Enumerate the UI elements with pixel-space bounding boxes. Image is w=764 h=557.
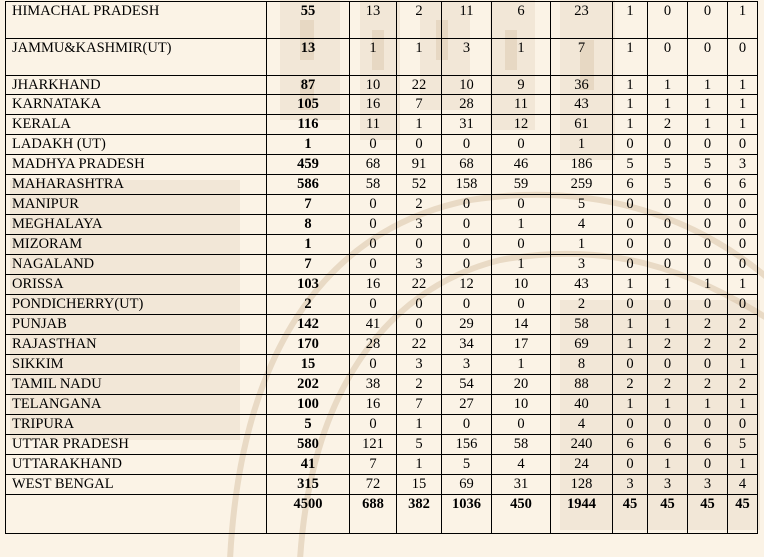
value-cell: 0 xyxy=(350,215,397,235)
value-cell: 0 xyxy=(688,455,728,475)
value-cell: 15 xyxy=(397,475,442,495)
state-name-cell: TRIPURA xyxy=(6,415,267,435)
state-name-cell: PUNJAB xyxy=(6,315,267,335)
state-name-cell: TELANGANA xyxy=(6,395,267,415)
value-cell: 1 xyxy=(648,395,688,415)
table-row xyxy=(6,435,758,455)
value-cell: 2 xyxy=(397,375,442,395)
value-cell: 0 xyxy=(397,235,442,255)
value-cell: 24 xyxy=(551,455,613,475)
value-cell: 1 xyxy=(492,215,551,235)
totals-cell: 1036 xyxy=(442,495,492,534)
value-cell: 1 xyxy=(613,95,648,115)
value-cell: 0 xyxy=(492,235,551,255)
value-cell: 121 xyxy=(350,435,397,455)
table-row xyxy=(6,355,758,375)
value-cell: 0 xyxy=(648,295,688,315)
totals-cell: 688 xyxy=(350,495,397,534)
value-cell: 0 xyxy=(442,255,492,275)
value-cell: 10 xyxy=(442,76,492,95)
value-cell: 1 xyxy=(397,455,442,475)
value-cell: 41 xyxy=(350,315,397,335)
table-row xyxy=(6,375,758,395)
table-row xyxy=(6,39,758,76)
value-cell: 156 xyxy=(442,435,492,455)
table-row xyxy=(6,455,758,475)
value-cell: 5 xyxy=(613,155,648,175)
value-cell: 0 xyxy=(442,235,492,255)
value-cell: 20 xyxy=(492,375,551,395)
state-name-cell: KERALA xyxy=(6,115,267,135)
value-cell: 11 xyxy=(442,2,492,39)
value-cell: 52 xyxy=(397,175,442,195)
state-name-cell: MEGHALAYA xyxy=(6,215,267,235)
value-cell: 1 xyxy=(728,455,758,475)
value-cell: 0 xyxy=(728,135,758,155)
value-cell: 0 xyxy=(350,295,397,315)
value-cell: 6 xyxy=(613,435,648,455)
value-cell: 10 xyxy=(492,395,551,415)
total-cell: 202 xyxy=(267,375,350,395)
value-cell: 0 xyxy=(350,415,397,435)
value-cell: 11 xyxy=(350,115,397,135)
total-cell: 100 xyxy=(267,395,350,415)
value-cell: 27 xyxy=(442,395,492,415)
value-cell: 91 xyxy=(397,155,442,175)
value-cell: 43 xyxy=(551,95,613,115)
totals-cell: 4500 xyxy=(267,495,350,534)
totals-row xyxy=(6,495,758,534)
value-cell: 0 xyxy=(350,195,397,215)
value-cell: 1 xyxy=(613,395,648,415)
value-cell: 68 xyxy=(350,155,397,175)
value-cell: 158 xyxy=(442,175,492,195)
state-name-cell: MAHARASHTRA xyxy=(6,175,267,195)
table-row xyxy=(6,175,758,195)
value-cell: 0 xyxy=(688,195,728,215)
value-cell: 1 xyxy=(613,39,648,76)
table-row xyxy=(6,135,758,155)
table-row xyxy=(6,215,758,235)
value-cell: 2 xyxy=(728,315,758,335)
value-cell: 2 xyxy=(648,375,688,395)
value-cell: 1 xyxy=(397,39,442,76)
value-cell: 2 xyxy=(397,195,442,215)
state-name-cell: RAJASTHAN xyxy=(6,335,267,355)
total-cell: 142 xyxy=(267,315,350,335)
value-cell: 6 xyxy=(492,2,551,39)
value-cell: 0 xyxy=(350,135,397,155)
value-cell: 2 xyxy=(397,2,442,39)
value-cell: 1 xyxy=(688,275,728,295)
value-cell: 6 xyxy=(688,175,728,195)
total-cell: 103 xyxy=(267,275,350,295)
value-cell: 1 xyxy=(492,39,551,76)
value-cell: 1 xyxy=(688,76,728,95)
value-cell: 1 xyxy=(688,395,728,415)
value-cell: 3 xyxy=(397,255,442,275)
value-cell: 1 xyxy=(688,95,728,115)
table-row xyxy=(6,2,758,39)
value-cell: 72 xyxy=(350,475,397,495)
value-cell: 1 xyxy=(728,76,758,95)
value-cell: 40 xyxy=(551,395,613,415)
value-cell: 5 xyxy=(728,435,758,455)
value-cell: 0 xyxy=(648,195,688,215)
value-cell: 16 xyxy=(350,95,397,115)
value-cell: 0 xyxy=(648,355,688,375)
value-cell: 3 xyxy=(397,355,442,375)
value-cell: 0 xyxy=(728,415,758,435)
total-cell: 586 xyxy=(267,175,350,195)
value-cell: 6 xyxy=(728,175,758,195)
value-cell: 58 xyxy=(551,315,613,335)
value-cell: 3 xyxy=(728,155,758,175)
table-row xyxy=(6,115,758,135)
value-cell: 0 xyxy=(613,455,648,475)
value-cell: 6 xyxy=(688,435,728,455)
value-cell: 16 xyxy=(350,275,397,295)
value-cell: 3 xyxy=(442,39,492,76)
value-cell: 0 xyxy=(442,215,492,235)
table-row xyxy=(6,475,758,495)
value-cell: 3 xyxy=(688,475,728,495)
value-cell: 2 xyxy=(648,115,688,135)
value-cell: 22 xyxy=(397,275,442,295)
value-cell: 0 xyxy=(442,295,492,315)
value-cell: 2 xyxy=(728,375,758,395)
state-name-cell: JHARKHAND xyxy=(6,76,267,95)
value-cell: 10 xyxy=(492,275,551,295)
state-name-cell: MADHYA PRADESH xyxy=(6,155,267,175)
state-name-cell: WEST BENGAL xyxy=(6,475,267,495)
value-cell: 38 xyxy=(350,375,397,395)
value-cell: 59 xyxy=(492,175,551,195)
table-row xyxy=(6,315,758,335)
value-cell: 5 xyxy=(648,175,688,195)
value-cell: 12 xyxy=(442,275,492,295)
value-cell: 186 xyxy=(551,155,613,175)
value-cell: 0 xyxy=(350,355,397,375)
value-cell: 54 xyxy=(442,375,492,395)
value-cell: 0 xyxy=(648,255,688,275)
value-cell: 17 xyxy=(492,335,551,355)
value-cell: 0 xyxy=(648,415,688,435)
state-name-cell: JAMMU&KASHMIR(UT) xyxy=(6,39,267,76)
value-cell: 4 xyxy=(551,415,613,435)
total-cell: 87 xyxy=(267,76,350,95)
totals-cell: 450 xyxy=(492,495,551,534)
state-name-cell: MANIPUR xyxy=(6,195,267,215)
totals-cell: 382 xyxy=(397,495,442,534)
value-cell: 1 xyxy=(728,115,758,135)
value-cell: 1 xyxy=(648,315,688,335)
table-row xyxy=(6,395,758,415)
total-cell: 13 xyxy=(267,39,350,76)
value-cell: 0 xyxy=(648,215,688,235)
value-cell: 0 xyxy=(688,235,728,255)
value-cell: 1 xyxy=(613,315,648,335)
value-cell: 1 xyxy=(728,95,758,115)
value-cell: 2 xyxy=(728,335,758,355)
value-cell: 0 xyxy=(728,215,758,235)
value-cell: 1 xyxy=(350,39,397,76)
value-cell: 2 xyxy=(688,335,728,355)
value-cell: 3 xyxy=(613,475,648,495)
value-cell: 0 xyxy=(613,195,648,215)
value-cell: 0 xyxy=(350,255,397,275)
value-cell: 240 xyxy=(551,435,613,455)
total-cell: 1 xyxy=(267,235,350,255)
state-name-cell: UTTARAKHAND xyxy=(6,455,267,475)
table-row xyxy=(6,335,758,355)
value-cell: 2 xyxy=(613,375,648,395)
value-cell: 0 xyxy=(688,255,728,275)
value-cell: 259 xyxy=(551,175,613,195)
totals-cell: 45 xyxy=(688,495,728,534)
total-cell: 2 xyxy=(267,295,350,315)
total-cell: 1 xyxy=(267,135,350,155)
value-cell: 14 xyxy=(492,315,551,335)
value-cell: 0 xyxy=(688,2,728,39)
value-cell: 7 xyxy=(397,95,442,115)
value-cell: 1 xyxy=(492,355,551,375)
table-row xyxy=(6,235,758,255)
table-row xyxy=(6,415,758,435)
table-row xyxy=(6,275,758,295)
value-cell: 0 xyxy=(688,215,728,235)
value-cell: 0 xyxy=(688,295,728,315)
table-row xyxy=(6,295,758,315)
total-cell: 7 xyxy=(267,195,350,215)
value-cell: 0 xyxy=(492,415,551,435)
value-cell: 0 xyxy=(728,235,758,255)
value-cell: 7 xyxy=(350,455,397,475)
value-cell: 4 xyxy=(492,455,551,475)
value-cell: 46 xyxy=(492,155,551,175)
value-cell: 0 xyxy=(492,135,551,155)
value-cell: 0 xyxy=(492,295,551,315)
value-cell: 0 xyxy=(648,39,688,76)
value-cell: 29 xyxy=(442,315,492,335)
value-cell: 6 xyxy=(613,175,648,195)
total-cell: 580 xyxy=(267,435,350,455)
value-cell: 4 xyxy=(728,475,758,495)
value-cell: 0 xyxy=(688,39,728,76)
value-cell: 3 xyxy=(397,215,442,235)
table-row xyxy=(6,95,758,115)
value-cell: 22 xyxy=(397,335,442,355)
value-cell: 5 xyxy=(397,435,442,455)
value-cell: 0 xyxy=(397,135,442,155)
value-cell: 28 xyxy=(350,335,397,355)
value-cell: 2 xyxy=(551,295,613,315)
value-cell: 0 xyxy=(688,135,728,155)
totals-cell: 45 xyxy=(648,495,688,534)
value-cell: 8 xyxy=(551,355,613,375)
total-cell: 8 xyxy=(267,215,350,235)
state-data-table xyxy=(5,1,758,534)
total-cell: 15 xyxy=(267,355,350,375)
value-cell: 1 xyxy=(688,115,728,135)
value-cell: 68 xyxy=(442,155,492,175)
state-name-cell: UTTAR PRADESH xyxy=(6,435,267,455)
value-cell: 0 xyxy=(442,135,492,155)
value-cell: 0 xyxy=(350,235,397,255)
table-body xyxy=(6,2,758,534)
value-cell: 1 xyxy=(648,76,688,95)
value-cell: 0 xyxy=(442,195,492,215)
state-name-cell: NAGALAND xyxy=(6,255,267,275)
state-name-cell: PONDICHERRY(UT) xyxy=(6,295,267,315)
value-cell: 31 xyxy=(492,475,551,495)
value-cell: 0 xyxy=(492,195,551,215)
value-cell: 2 xyxy=(648,335,688,355)
value-cell: 0 xyxy=(648,2,688,39)
value-cell: 1 xyxy=(648,455,688,475)
value-cell: 1 xyxy=(728,275,758,295)
value-cell: 1 xyxy=(648,95,688,115)
value-cell: 11 xyxy=(492,95,551,115)
state-name-cell: MIZORAM xyxy=(6,235,267,255)
state-name-cell: HIMACHAL PRADESH xyxy=(6,2,267,39)
value-cell: 0 xyxy=(613,215,648,235)
totals-cell: 45 xyxy=(613,495,648,534)
total-cell: 7 xyxy=(267,255,350,275)
value-cell: 1 xyxy=(613,335,648,355)
table-row xyxy=(6,76,758,95)
value-cell: 7 xyxy=(551,39,613,76)
value-cell: 22 xyxy=(397,76,442,95)
table-row xyxy=(6,195,758,215)
value-cell: 36 xyxy=(551,76,613,95)
state-name-cell: TAMIL NADU xyxy=(6,375,267,395)
table-row xyxy=(6,255,758,275)
value-cell: 34 xyxy=(442,335,492,355)
totals-cell: 1944 xyxy=(551,495,613,534)
value-cell: 0 xyxy=(648,135,688,155)
value-cell: 5 xyxy=(442,455,492,475)
value-cell: 61 xyxy=(551,115,613,135)
value-cell: 1 xyxy=(551,135,613,155)
value-cell: 69 xyxy=(551,335,613,355)
total-cell: 5 xyxy=(267,415,350,435)
value-cell: 0 xyxy=(613,295,648,315)
value-cell: 0 xyxy=(648,235,688,255)
totals-label-cell xyxy=(6,495,267,534)
value-cell: 10 xyxy=(350,76,397,95)
value-cell: 43 xyxy=(551,275,613,295)
value-cell: 69 xyxy=(442,475,492,495)
value-cell: 5 xyxy=(648,155,688,175)
value-cell: 58 xyxy=(350,175,397,195)
value-cell: 0 xyxy=(728,255,758,275)
value-cell: 1 xyxy=(613,275,648,295)
value-cell: 1 xyxy=(613,2,648,39)
total-cell: 105 xyxy=(267,95,350,115)
total-cell: 170 xyxy=(267,335,350,355)
value-cell: 12 xyxy=(492,115,551,135)
value-cell: 0 xyxy=(613,135,648,155)
value-cell: 1 xyxy=(397,115,442,135)
total-cell: 315 xyxy=(267,475,350,495)
value-cell: 0 xyxy=(613,415,648,435)
value-cell: 5 xyxy=(551,195,613,215)
value-cell: 0 xyxy=(613,235,648,255)
value-cell: 2 xyxy=(688,375,728,395)
value-cell: 1 xyxy=(551,235,613,255)
value-cell: 16 xyxy=(350,395,397,415)
value-cell: 1 xyxy=(648,275,688,295)
value-cell: 1 xyxy=(613,115,648,135)
value-cell: 1 xyxy=(728,2,758,39)
value-cell: 5 xyxy=(688,155,728,175)
value-cell: 0 xyxy=(442,415,492,435)
state-name-cell: LADAKH (UT) xyxy=(6,135,267,155)
value-cell: 1 xyxy=(397,415,442,435)
state-name-cell: SIKKIM xyxy=(6,355,267,375)
value-cell: 88 xyxy=(551,375,613,395)
value-cell: 128 xyxy=(551,475,613,495)
value-cell: 31 xyxy=(442,115,492,135)
value-cell: 13 xyxy=(350,2,397,39)
value-cell: 3 xyxy=(648,475,688,495)
state-name-cell: ORISSA xyxy=(6,275,267,295)
value-cell: 3 xyxy=(442,355,492,375)
value-cell: 0 xyxy=(728,195,758,215)
total-cell: 116 xyxy=(267,115,350,135)
value-cell: 1 xyxy=(728,355,758,375)
value-cell: 0 xyxy=(397,295,442,315)
value-cell: 28 xyxy=(442,95,492,115)
value-cell: 0 xyxy=(613,255,648,275)
value-cell: 0 xyxy=(688,415,728,435)
table-row xyxy=(6,155,758,175)
value-cell: 23 xyxy=(551,2,613,39)
value-cell: 9 xyxy=(492,76,551,95)
total-cell: 41 xyxy=(267,455,350,475)
total-cell: 459 xyxy=(267,155,350,175)
value-cell: 2 xyxy=(688,315,728,335)
value-cell: 7 xyxy=(397,395,442,415)
total-cell: 55 xyxy=(267,2,350,39)
value-cell: 0 xyxy=(397,315,442,335)
value-cell: 0 xyxy=(728,295,758,315)
totals-cell: 45 xyxy=(728,495,758,534)
value-cell: 58 xyxy=(492,435,551,455)
value-cell: 0 xyxy=(613,355,648,375)
value-cell: 1 xyxy=(728,395,758,415)
value-cell: 1 xyxy=(492,255,551,275)
value-cell: 3 xyxy=(551,255,613,275)
value-cell: 0 xyxy=(688,355,728,375)
value-cell: 6 xyxy=(648,435,688,455)
value-cell: 0 xyxy=(728,39,758,76)
state-name-cell: KARNATAKA xyxy=(6,95,267,115)
value-cell: 4 xyxy=(551,215,613,235)
value-cell: 1 xyxy=(613,76,648,95)
